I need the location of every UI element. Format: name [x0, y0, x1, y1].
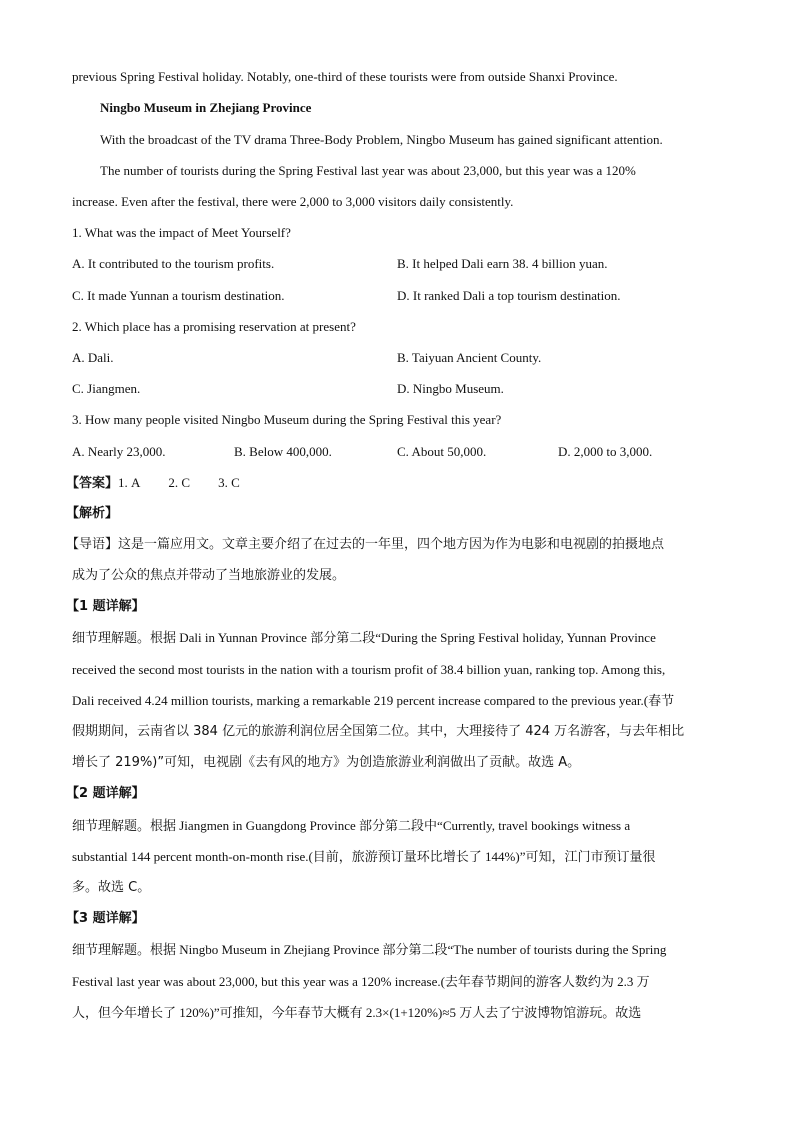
section-heading: Ningbo Museum in Zhejiang Province [100, 100, 312, 115]
detail-line: received the second most tourists in the nation with a tourism profit of 38.4 billion yuan, ranking top. Among this, [72, 662, 666, 677]
passage-line: With the broadcast of the TV drama Three-Body Problem, Ningbo Museum has gained significant attention. [100, 132, 663, 147]
passage-line: previous Spring Festival holiday. Notably, one-third of these tourists were from outside Shanxi Province. [72, 69, 618, 84]
option-d[interactable]: D. It ranked Dali a top tourism destination. [397, 288, 621, 303]
detail-line: 人，但今年增长了 120%)”可推知，今年春节大概有 2.3×(1+120%)≈5 万人去了宁波博物馆游玩。故选 [72, 1005, 642, 1020]
detail-line: 多。故选 C。 [72, 880, 151, 895]
detail-line: 细节理解题。根据 Dali in Yunnan Province 部分第二段“During the Spring Festival holiday, Yunnan Province [72, 630, 656, 645]
passage-line: The number of tourists during the Spring Festival last year was about 23,000, but this year was a 120% [100, 163, 636, 178]
detail-1-label: 【1 题详解】 [66, 599, 145, 614]
option-b[interactable]: B. Taiyuan Ancient County. [397, 350, 542, 365]
answer-label: 【答案】 [66, 476, 119, 491]
answer-item: 1. A [118, 475, 141, 490]
detail-2-label: 【2 题详解】 [66, 786, 145, 801]
detail-line: substantial 144 percent month-on-month rise.(目前，旅游预订量环比增长了 144%)”可知，江门市预订量很 [72, 849, 656, 864]
option-c[interactable]: C. About 50,000. [397, 444, 487, 459]
option-a[interactable]: A. Nearly 23,000. [72, 444, 166, 459]
option-d[interactable]: D. 2,000 to 3,000. [558, 444, 653, 459]
question-stem: 3. How many people visited Ningbo Museum during the Spring Festival this year? [72, 412, 502, 427]
detail-line: 假期期间，云南省以 384 亿元的旅游利润位居全国第二位。其中，大理接待了 424 万名游客，与去年相比 [72, 724, 685, 739]
option-a[interactable]: A. It contributed to the tourism profits. [72, 256, 275, 271]
guide-line: 成为了公众的焦点并带动了当地旅游业的发展。 [72, 568, 346, 583]
analysis-label: 【解析】 [66, 506, 119, 521]
option-c[interactable]: C. Jiangmen. [72, 381, 141, 396]
detail-3-label: 【3 题详解】 [66, 911, 145, 926]
detail-line: Dali received 4.24 million tourists, marking a remarkable 219 percent increase compared to the previous year.(春节 [72, 693, 675, 708]
detail-line: 细节理解题。根据 Ningbo Museum in Zhejiang Province 部分第二段“The number of tourists during the Spring [72, 942, 667, 957]
guide-line: 【导语】这是一篇应用文。文章主要介绍了在过去的一年里，四个地方因为作为电影和电视剧的拍摄地点 [66, 537, 665, 552]
detail-line: 增长了 219%)”可知，电视剧《去有风的地方》为创造旅游业利润做出了贡献。故选 A。 [72, 755, 581, 770]
answer-row [66, 475, 240, 492]
answer-item: 3. C [218, 475, 240, 490]
answer-item: 2. C [168, 475, 191, 490]
detail-line: Festival last year was about 23,000, but this year was a 120% increase.(去年春节期间的游客人数约为 2.3 万 [72, 974, 650, 989]
option-c[interactable]: C. It made Yunnan a tourism destination. [72, 288, 285, 303]
detail-line: 细节理解题。根据 Jiangmen in Guangdong Province 部分第二段中“Currently, travel bookings witness a [72, 818, 631, 833]
question-stem: 2. Which place has a promising reservation at present? [72, 319, 356, 334]
passage-line: increase. Even after the festival, there were 2,000 to 3,000 visitors daily consistently. [72, 194, 514, 209]
option-a[interactable]: A. Dali. [72, 350, 114, 365]
option-d[interactable]: D. Ningbo Museum. [397, 381, 504, 396]
question-stem: 1. What was the impact of Meet Yourself? [72, 225, 291, 240]
option-b[interactable]: B. Below 400,000. [234, 444, 332, 459]
option-b[interactable]: B. It helped Dali earn 38. 4 billion yuan. [397, 256, 608, 271]
